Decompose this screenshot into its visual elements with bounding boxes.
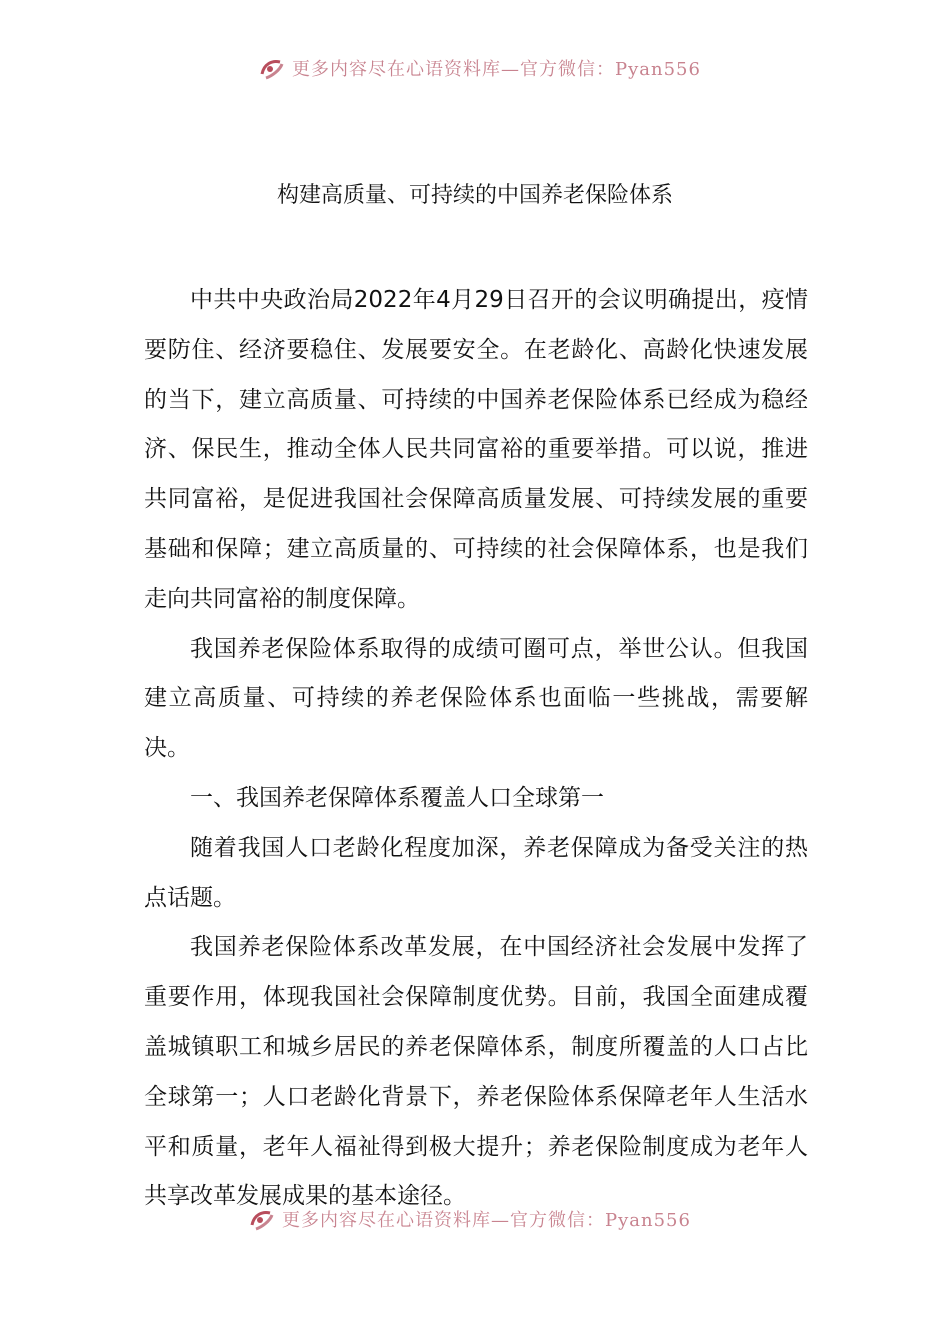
document-body xyxy=(144,276,808,1222)
header-watermark-text: 更多内容尽在心语资料库—官方微信：Pyan556 xyxy=(292,59,701,80)
footer-watermark xyxy=(0,1201,950,1235)
footer-watermark-text: 更多内容尽在心语资料库—官方微信：Pyan556 xyxy=(282,1210,691,1231)
document-title: 构建高质量、可持续的中国养老保险体系 xyxy=(276,183,673,208)
watermark-logo-icon xyxy=(258,54,286,82)
paragraph-achievements: 我国养老保险体系取得的成绩可圈可点，举世公认。但我国建立高质量、可持续的养老保险体系也面临一些挑战，需要解决。 xyxy=(144,635,808,762)
header-watermark xyxy=(0,50,950,84)
section-heading-1: 一、我国养老保障体系覆盖人口全球第一 xyxy=(190,784,604,811)
paragraph-intro: 中共中央政治局2022年4月29日召开的会议明确提出，疫情要防住、经济要稳住、发展要安全。在老龄化、高龄化快速发展的当下，建立高质量、可持续的中国养老保险体系已经成为稳经济、保民生，推动全体人民共同富裕的重要举措。可以说，推进共同富裕，是促进我国社会保障高质量发展、可持续发展的重要基础和保障；建立高质量的、可持续的社会保障体系，也是我们走向共同富裕的制度保障。 xyxy=(144,287,808,612)
watermark-logo-icon xyxy=(248,1205,276,1233)
paragraph-aging: 随着我国人口老龄化程度加深，养老保障成为备受关注的热点话题。 xyxy=(144,834,808,911)
paragraph-reform: 我国养老保险体系改革发展，在中国经济社会发展中发挥了重要作用，体现我国社会保障制度优势。目前，我国全面建成覆盖城镇职工和城乡居民的养老保障体系，制度所覆盖的人口占比全球第一；人口老龄化背景下，养老保险体系保障老年人生活水平和质量，老年人福祉得到极大提升；养老保险制度成为老年人共享改革发展成果的基本途径。 xyxy=(144,934,808,1210)
